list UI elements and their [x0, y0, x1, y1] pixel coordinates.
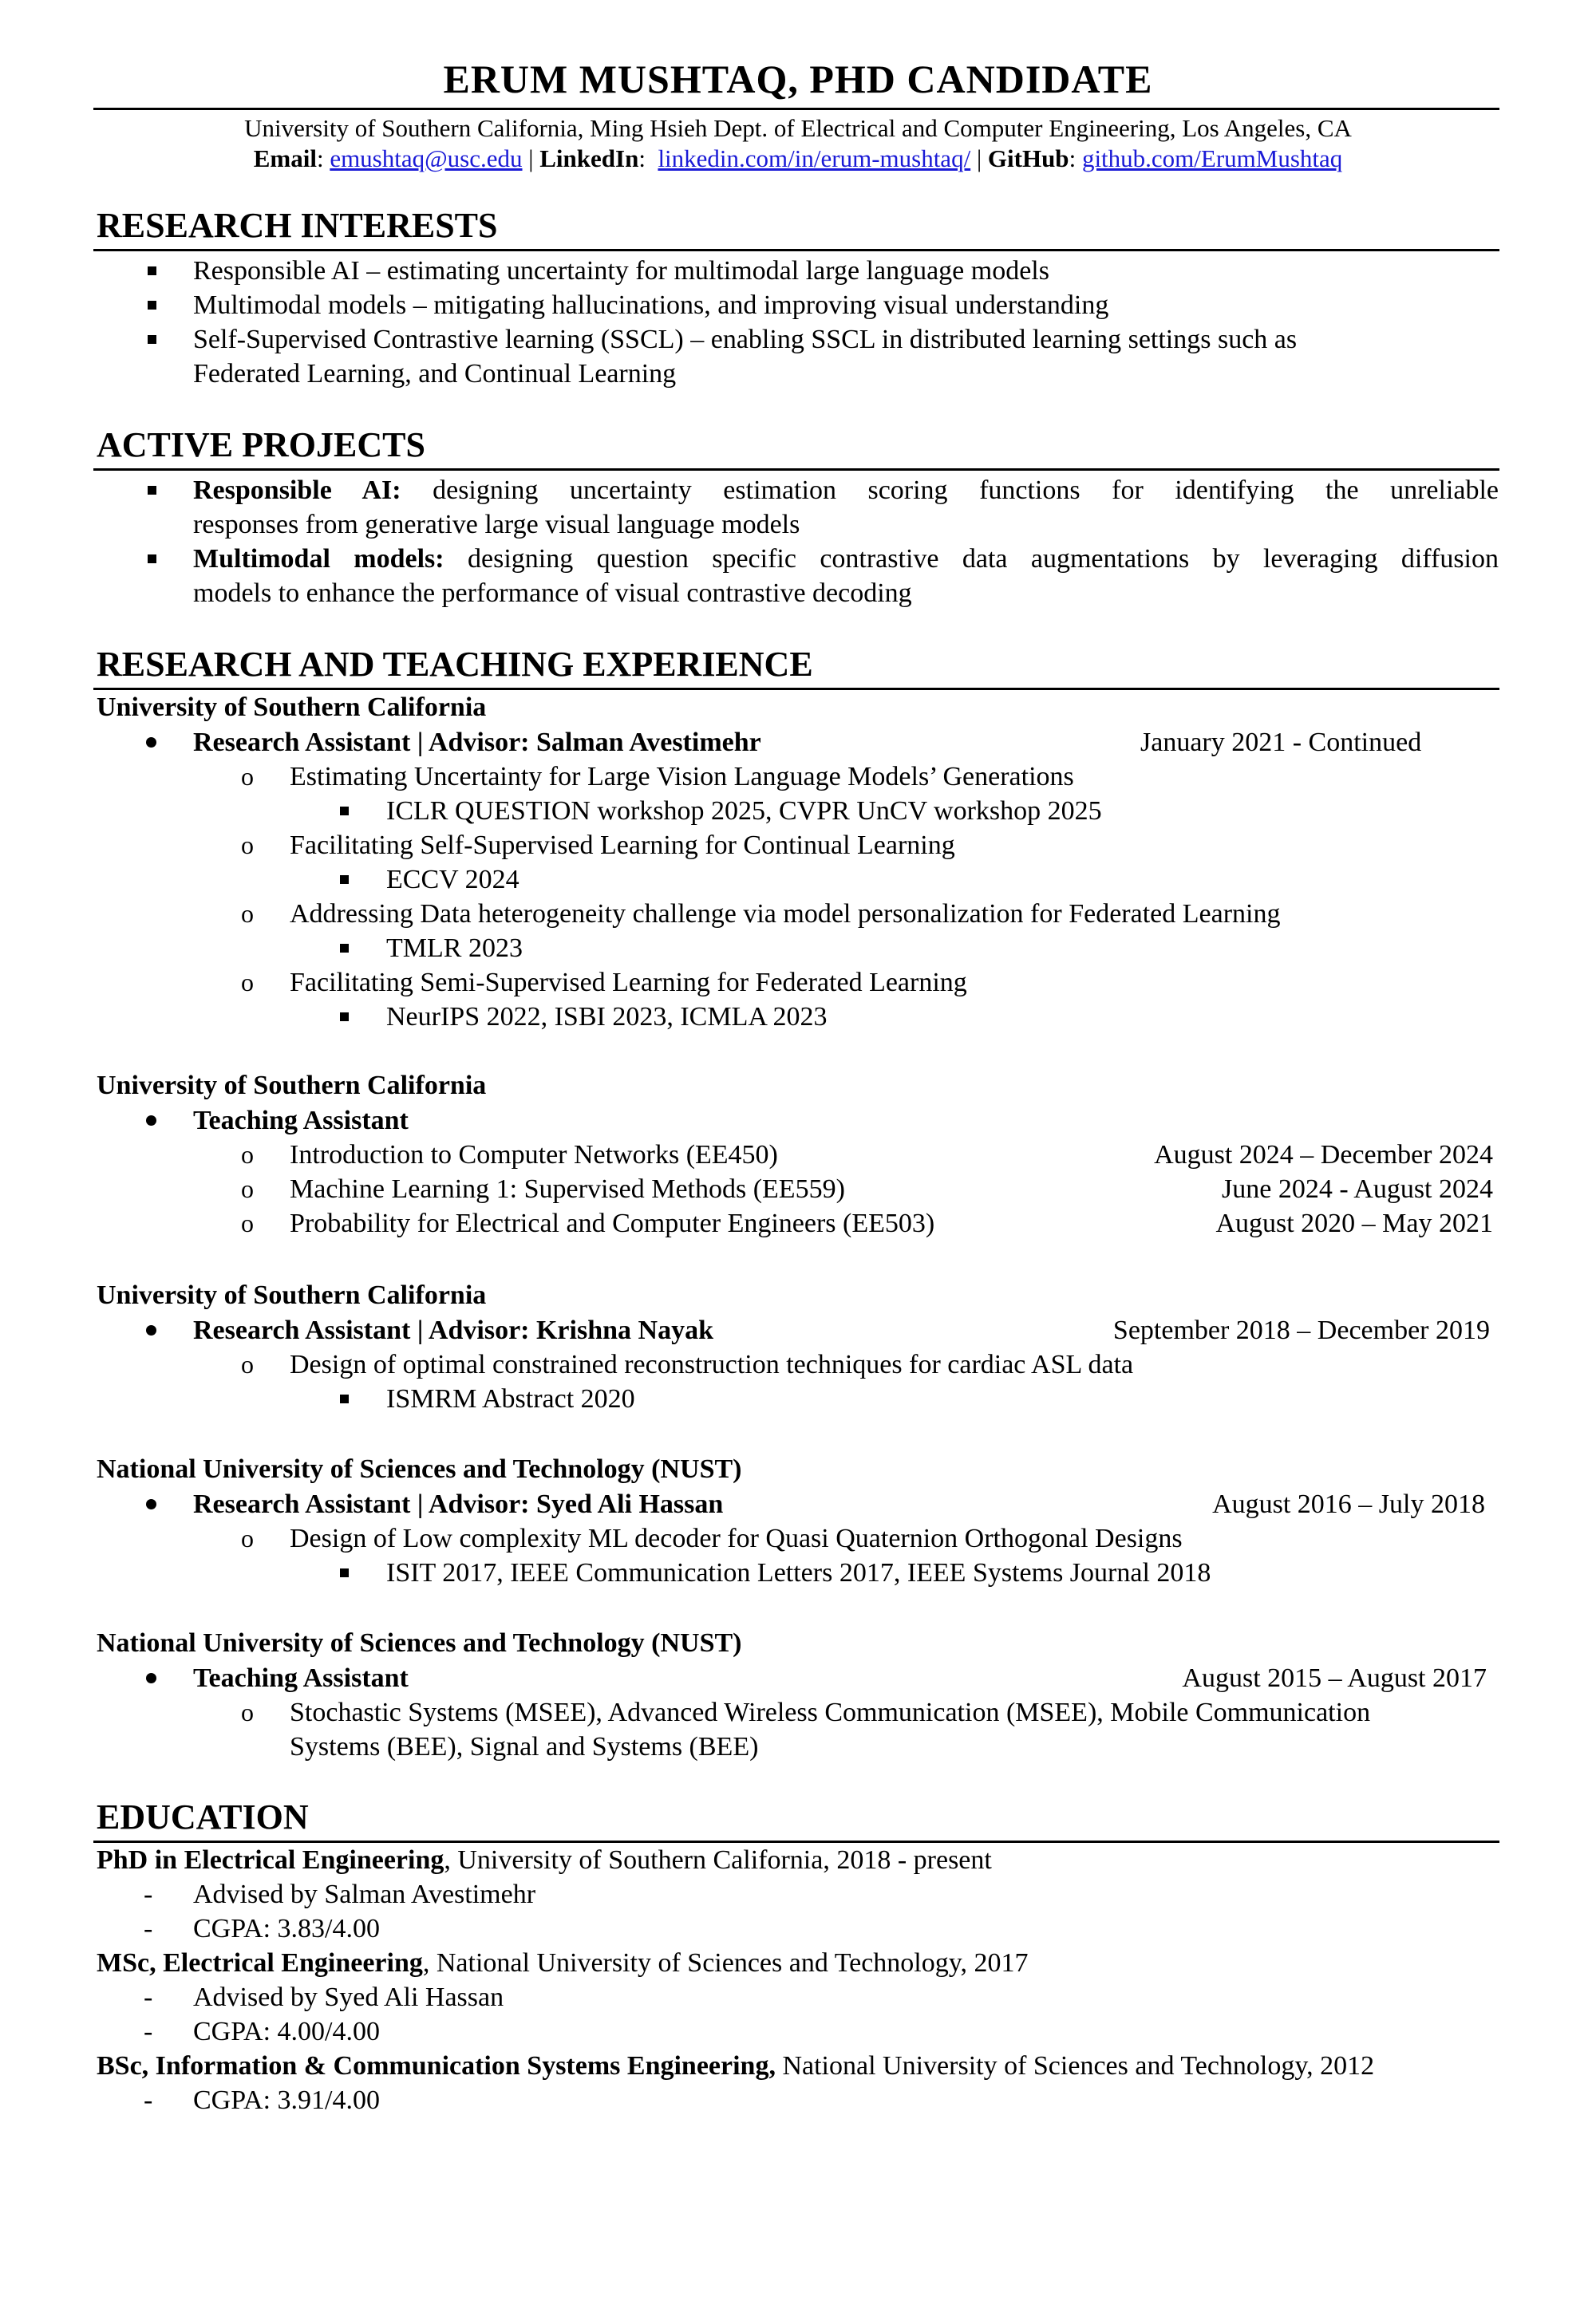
bullet-dash: - [144, 1914, 153, 1943]
bullet-circle: o [241, 1209, 254, 1237]
bullet-dot [146, 1325, 156, 1336]
active-projects-rule [93, 468, 1499, 471]
active-projects-heading: ACTIVE PROJECTS [97, 425, 425, 464]
publication-item: ISIT 2017, IEEE Communication Letters 2017, IEEE Systems Journal 2018 [386, 1558, 1211, 1588]
bullet-circle: o [241, 831, 254, 859]
project-line: Responsible AI: designing uncertainty estimation scoring functions for identifying the unreliable [193, 475, 1499, 505]
role-date: August 2016 – July 2018 [1212, 1489, 1485, 1519]
list-item: Stochastic Systems (MSEE), Advanced Wireless Communication (MSEE), Mobile Communication [290, 1698, 1371, 1727]
bullet-circle: o [241, 1174, 254, 1203]
list-item: Design of Low complexity ML decoder for Quasi Quaternion Orthogonal Designs [290, 1524, 1183, 1553]
list-item: CGPA: 3.83/4.00 [193, 1914, 380, 1943]
publication-item: NeurIPS 2022, ISBI 2023, ICMLA 2023 [386, 1002, 828, 1032]
org-name: National University of Sciences and Technology (NUST) [97, 1454, 742, 1484]
bullet-dot [146, 1673, 156, 1683]
email-link[interactable]: emushtaq@usc.edu [330, 144, 523, 172]
bullet-square [148, 266, 156, 275]
course-name: Probability for Electrical and Computer Engineers (EE503) [290, 1209, 935, 1238]
degree-phd: PhD in Electrical Engineering, University of Southern California, 2018 - present [97, 1845, 992, 1875]
bullet-square [148, 486, 156, 495]
bullet-circle: o [241, 1140, 254, 1169]
project-label: Responsible AI: [193, 475, 401, 505]
project-line: Multimodal models: designing question specific contrastive data augmentations by leveraging diffusion [193, 544, 1499, 574]
list-item: Design of optimal constrained reconstruction techniques for cardiac ASL data [290, 1350, 1134, 1379]
bullet-circle: o [241, 968, 254, 996]
project-line: models to enhance the performance of visual contrastive decoding [193, 578, 912, 608]
publication-item: TMLR 2023 [386, 933, 523, 963]
bullet-square [340, 807, 349, 815]
publication-item: ICLR QUESTION workshop 2025, CVPR UnCV workshop 2025 [386, 796, 1102, 826]
course-date: August 2020 – May 2021 [1215, 1209, 1493, 1238]
bullet-dash: - [144, 1983, 153, 2012]
research-interests-heading: RESEARCH INTERESTS [97, 206, 498, 245]
degree-bsc: BSc, Information & Communication Systems Engineering, National University of Sciences and Technology, 2012 [97, 2051, 1375, 2081]
linkedin-label: LinkedIn [539, 144, 639, 172]
candidate-name: ERUM MUSHTAQ, PHD CANDIDATE [443, 57, 1153, 101]
bullet-circle: o [241, 899, 254, 928]
role-title: Research Assistant | Advisor: Krishna Nayak [193, 1316, 713, 1345]
list-item: Advised by Salman Avestimehr [193, 1880, 536, 1909]
role-title: Teaching Assistant [193, 1663, 409, 1693]
list-item: CGPA: 4.00/4.00 [193, 2017, 380, 2046]
affiliation: University of Southern California, Ming Hsieh Dept. of Electrical and Computer Engineering, Los Angeles, CA [244, 114, 1352, 142]
bullet-square [340, 1012, 349, 1021]
github-link[interactable]: github.com/ErumMushtaq [1081, 144, 1343, 172]
org-name: University of Southern California [97, 692, 487, 722]
role-date: January 2021 - Continued [1140, 728, 1422, 757]
list-item: Advised by Syed Ali Hassan [193, 1983, 504, 2012]
bullet-dash: - [144, 2017, 153, 2046]
publication-item: ISMRM Abstract 2020 [386, 1384, 635, 1414]
org-name: University of Southern California [97, 1071, 487, 1100]
research-interests-rule [93, 249, 1499, 251]
bullet-circle: o [241, 1350, 254, 1379]
contact-line: Email: emushtaq@usc.edu | LinkedIn: linkedin.com/in/erum-mushtaq/ | GitHub: github.com/ErumMushtaq [253, 144, 1343, 172]
bullet-circle: o [241, 762, 254, 791]
role-title: Research Assistant | Advisor: Syed Ali Hassan [193, 1489, 724, 1519]
bullet-dash: - [144, 1880, 153, 1909]
course-date: August 2024 – December 2024 [1154, 1140, 1493, 1170]
course-name: Introduction to Computer Networks (EE450) [290, 1140, 778, 1170]
publication-item: ECCV 2024 [386, 865, 519, 894]
bullet-square [340, 875, 349, 884]
project-label: Multimodal models: [193, 544, 444, 574]
header-rule [93, 108, 1499, 110]
list-item: Facilitating Self-Supervised Learning for Continual Learning [290, 831, 955, 860]
bullet-dot [146, 737, 156, 748]
role-date: August 2015 – August 2017 [1182, 1663, 1487, 1693]
bullet-square [148, 554, 156, 563]
list-item: Multimodal models – mitigating hallucinations, and improving visual understanding [193, 290, 1109, 320]
list-item: Responsible AI – estimating uncertainty for multimodal large language models [193, 256, 1049, 286]
org-name: National University of Sciences and Technology (NUST) [97, 1628, 742, 1658]
list-item: Facilitating Semi-Supervised Learning for Federated Learning [290, 968, 967, 997]
list-item: CGPA: 3.91/4.00 [193, 2085, 380, 2115]
education-heading: EDUCATION [97, 1797, 309, 1837]
course-date: June 2024 - August 2024 [1222, 1174, 1493, 1204]
email-label: Email [253, 144, 317, 172]
bullet-dot [146, 1115, 156, 1126]
bullet-square [148, 335, 156, 344]
project-line: responses from generative large visual language models [193, 510, 800, 539]
role-title: Teaching Assistant [193, 1106, 409, 1135]
bullet-square [340, 1568, 349, 1577]
bullet-dot [146, 1499, 156, 1509]
github-label: GitHub [987, 144, 1069, 172]
bullet-square [148, 301, 156, 310]
experience-heading: RESEARCH AND TEACHING EXPERIENCE [97, 645, 813, 684]
list-item: Addressing Data heterogeneity challenge via model personalization for Federated Learning [290, 899, 1281, 929]
linkedin-link[interactable]: linkedin.com/in/erum-mushtaq/ [658, 144, 971, 172]
list-item: Federated Learning, and Continual Learning [193, 359, 677, 389]
bullet-dash: - [144, 2085, 153, 2115]
list-item: Systems (BEE), Signal and Systems (BEE) [290, 1732, 759, 1762]
degree-msc: MSc, Electrical Engineering, National University of Sciences and Technology, 2017 [97, 1948, 1029, 1978]
role-date: September 2018 – December 2019 [1112, 1316, 1490, 1345]
list-item: Self-Supervised Contrastive learning (SSCL) – enabling SSCL in distributed learning settings such as [193, 325, 1298, 354]
list-item: Estimating Uncertainty for Large Vision Language Models’ Generations [290, 762, 1074, 791]
org-name: University of Southern California [97, 1280, 487, 1310]
bullet-circle: o [241, 1698, 254, 1726]
bullet-circle: o [241, 1524, 254, 1553]
role-title: Research Assistant | Advisor: Salman Avestimehr [193, 728, 761, 757]
course-name: Machine Learning 1: Supervised Methods (EE559) [290, 1174, 845, 1204]
bullet-square [340, 944, 349, 953]
bullet-square [340, 1395, 349, 1403]
